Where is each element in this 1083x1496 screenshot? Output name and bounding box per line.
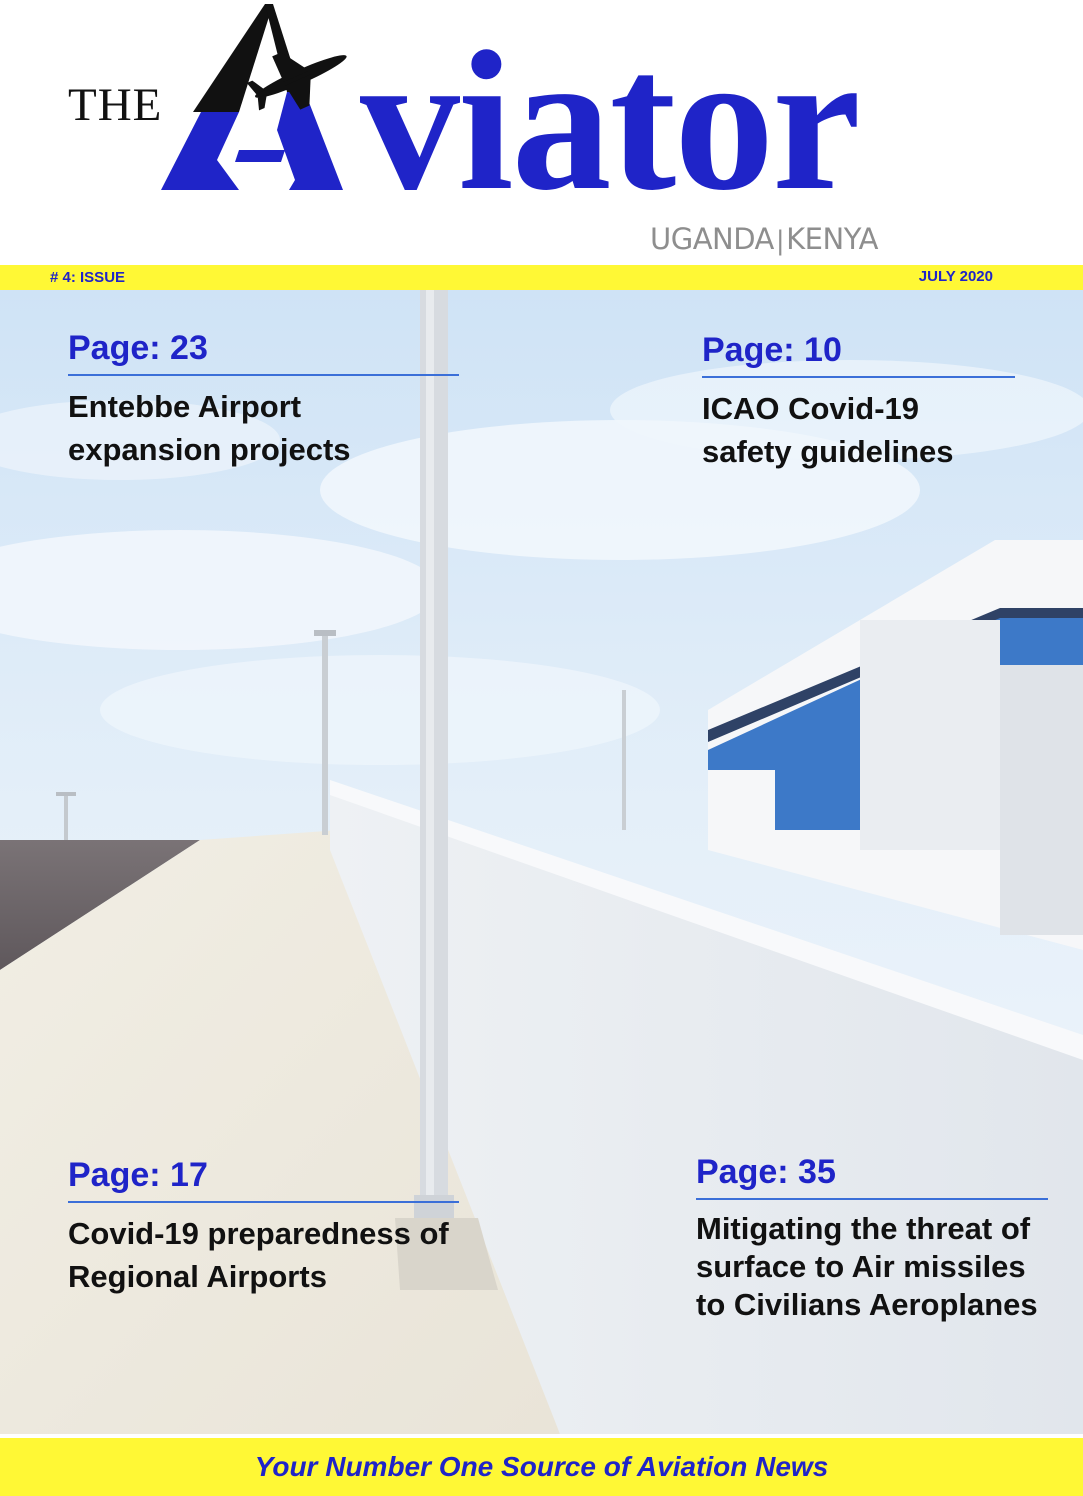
story-teaser-page-10[interactable] — [702, 332, 1015, 474]
issue-number: # 4: ISSUE — [50, 269, 126, 286]
footer-bar — [0, 1438, 1083, 1496]
story-headline: ICAO Covid-19 safety guidelines — [702, 391, 954, 470]
region-separator: | — [775, 226, 785, 256]
story-divider — [696, 1198, 1048, 1200]
story-page-label: Page: 17 — [68, 1156, 208, 1194]
story-headline: Mitigating the threat of surface to Air missiles to Civilians Aeroplanes — [696, 1211, 1038, 1323]
story-divider — [68, 1201, 459, 1203]
story-headline: Entebbe Airport expansion projects — [68, 389, 351, 468]
issue-bar — [0, 265, 1083, 290]
story-teaser-page-23[interactable] — [68, 330, 459, 472]
masthead-title: viator — [360, 11, 859, 232]
story-teaser-page-35[interactable] — [696, 1154, 1048, 1324]
story-page-label: Page: 23 — [68, 329, 208, 367]
story-teaser-page-17[interactable] — [68, 1157, 459, 1299]
region-kenya: KENYA — [786, 222, 878, 256]
plane-over-a-icon — [155, 0, 385, 200]
story-divider — [68, 374, 459, 376]
masthead-the: THE — [68, 79, 163, 131]
issue-date: JULY 2020 — [918, 268, 993, 285]
region-line — [650, 222, 878, 256]
story-divider — [702, 376, 1015, 378]
story-page-label: Page: 10 — [702, 331, 842, 369]
story-page-label: Page: 35 — [696, 1153, 836, 1191]
region-uganda: UGANDA — [650, 222, 774, 256]
tagline: Your Number One Source of Aviation News — [254, 1451, 829, 1482]
masthead — [0, 0, 1083, 265]
story-headline: Covid-19 preparedness of Regional Airports — [68, 1216, 449, 1295]
